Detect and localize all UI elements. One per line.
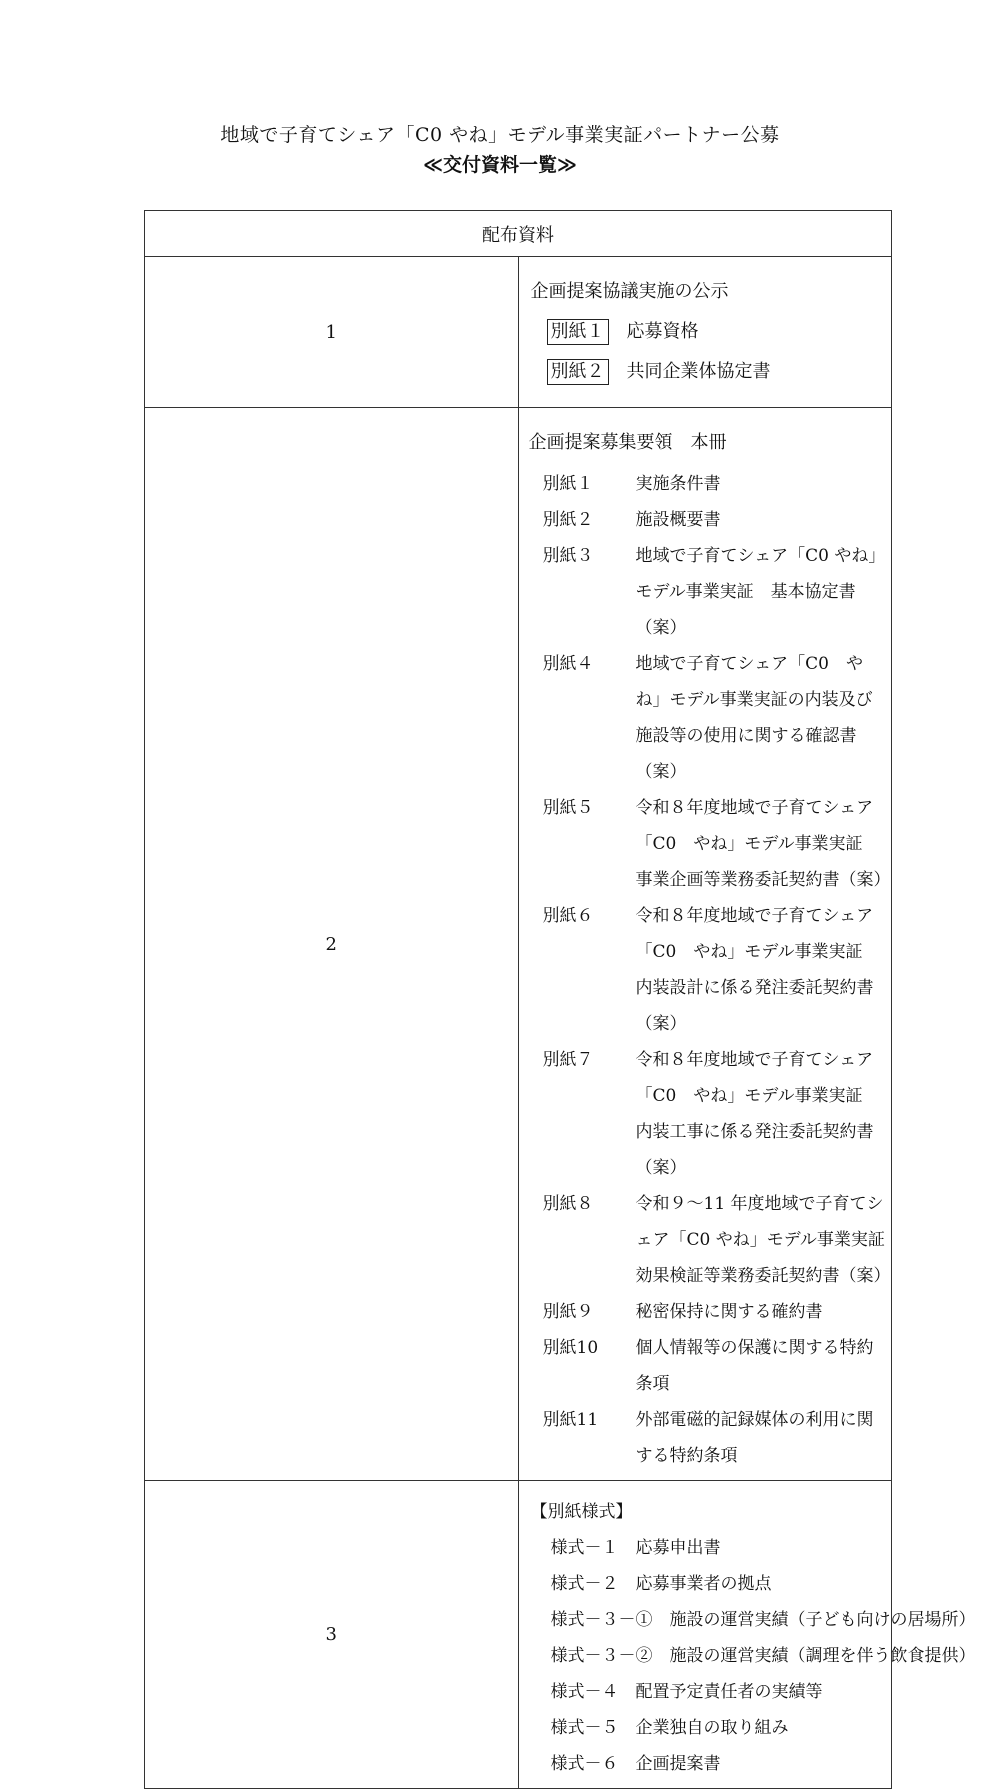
attachment-label: 別紙４ [542, 654, 594, 674]
attachment-item [529, 1294, 892, 1330]
attachment-text: 共同企業体協定書 [626, 361, 771, 382]
document-title: 地域で子育てシェア「C0 やね」モデル事業実証パートナー公募 [220, 124, 780, 146]
attachment-label: 別紙３ [542, 546, 594, 566]
attachment-text: 秘密保持に関する確約書 [635, 1302, 823, 1322]
row-content [518, 257, 892, 408]
main-document: 企画提案募集要領 本冊 [528, 432, 727, 453]
attachment-text: 実施条件書 [635, 474, 721, 494]
table-row [145, 1481, 892, 1789]
attachment-item [531, 357, 892, 397]
table-header: 配布資料 [145, 211, 892, 257]
attachment-text: 施設概要書 [635, 510, 721, 530]
attachment-text: 令和８年度地域で子育てシェア「C0 やね」モデル事業実証 内装工事に係る発注委託契約書（案） [635, 1050, 880, 1178]
attachment-text: 地域で子育てシェア「C0 やね」モデル事業実証の内装及び施設等の使用に関する確認書（案） [635, 654, 873, 782]
forms-heading: 【別紙様式】 [530, 1501, 633, 1522]
attachment-item [529, 646, 892, 790]
attachment-item [529, 1402, 892, 1474]
materials-table [144, 210, 976, 1789]
row-number: 2 [145, 408, 519, 1481]
attachment-label: 別紙１ [547, 319, 609, 345]
attachment-text: 令和８年度地域で子育てシェア「C0 やね」モデル事業実証 内装設計に係る発注委託契約書（案） [635, 906, 880, 1034]
attachment-text: 地域で子育てシェア「C0 やね」モデル事業実証 基本協定書（案） [635, 546, 877, 638]
attachment-item [529, 466, 892, 502]
attachment-label: 別紙10 [542, 1338, 599, 1358]
attachment-label: 別紙１ [542, 474, 594, 494]
attachment-label: 別紙５ [542, 798, 594, 818]
attachment-item [531, 317, 892, 357]
attachment-text: 個人情報等の保護に関する特約条項 [635, 1338, 874, 1394]
attachment-item [529, 538, 892, 646]
attachment-text: 応募資格 [626, 321, 699, 342]
form-item: 様式－１ 応募申出書 [550, 1537, 721, 1558]
attachment-text: 令和９～11 年度地域で子育てシェア「C0 やね」モデル事業実証 効果検証等業務委託契約書（案） [635, 1194, 902, 1286]
table-row [145, 408, 892, 1481]
attachment-item [529, 790, 892, 898]
attachment-text: 令和８年度地域で子育てシェア「C0 やね」モデル事業実証 事業企画等業務委託契約書（案） [635, 798, 891, 890]
attachment-label: 別紙11 [542, 1410, 599, 1430]
attachment-label: 別紙２ [547, 359, 609, 385]
form-item: 様式－３－② 施設の運営実績（調理を伴う飲食提供） [550, 1645, 976, 1666]
attachment-item [529, 502, 892, 538]
attachment-item [529, 1042, 892, 1186]
main-document: 企画提案協議実施の公示 [530, 281, 729, 302]
form-item: 様式－２ 応募事業者の拠点 [550, 1573, 772, 1594]
attachment-item [529, 898, 892, 1042]
attachment-label: 別紙８ [542, 1194, 594, 1214]
attachment-label: 別紙９ [542, 1302, 594, 1322]
attachment-label: 別紙６ [542, 906, 594, 926]
table-header-row [145, 211, 892, 257]
form-item: 様式－６ 企画提案書 [550, 1753, 721, 1774]
attachment-item [529, 1186, 902, 1294]
form-item: 様式－４ 配置予定責任者の実績等 [550, 1681, 823, 1702]
attachment-text: 外部電磁的記録媒体の利用に関する特約条項 [635, 1410, 874, 1466]
form-item: 様式－５ 企業独自の取り組み [550, 1717, 789, 1738]
table-row [145, 257, 892, 408]
row-content [518, 408, 902, 1481]
document-subtitle: ≪交付資料一覧≫ [423, 154, 577, 176]
form-item: 様式－３－① 施設の運営実績（子ども向けの居場所） [550, 1609, 976, 1630]
row-number: 1 [145, 257, 519, 408]
attachment-label: 別紙７ [542, 1050, 594, 1070]
attachment-label: 別紙２ [542, 510, 594, 530]
attachment-item [529, 1330, 892, 1402]
row-content [518, 1481, 976, 1789]
row-number: 3 [145, 1481, 519, 1789]
